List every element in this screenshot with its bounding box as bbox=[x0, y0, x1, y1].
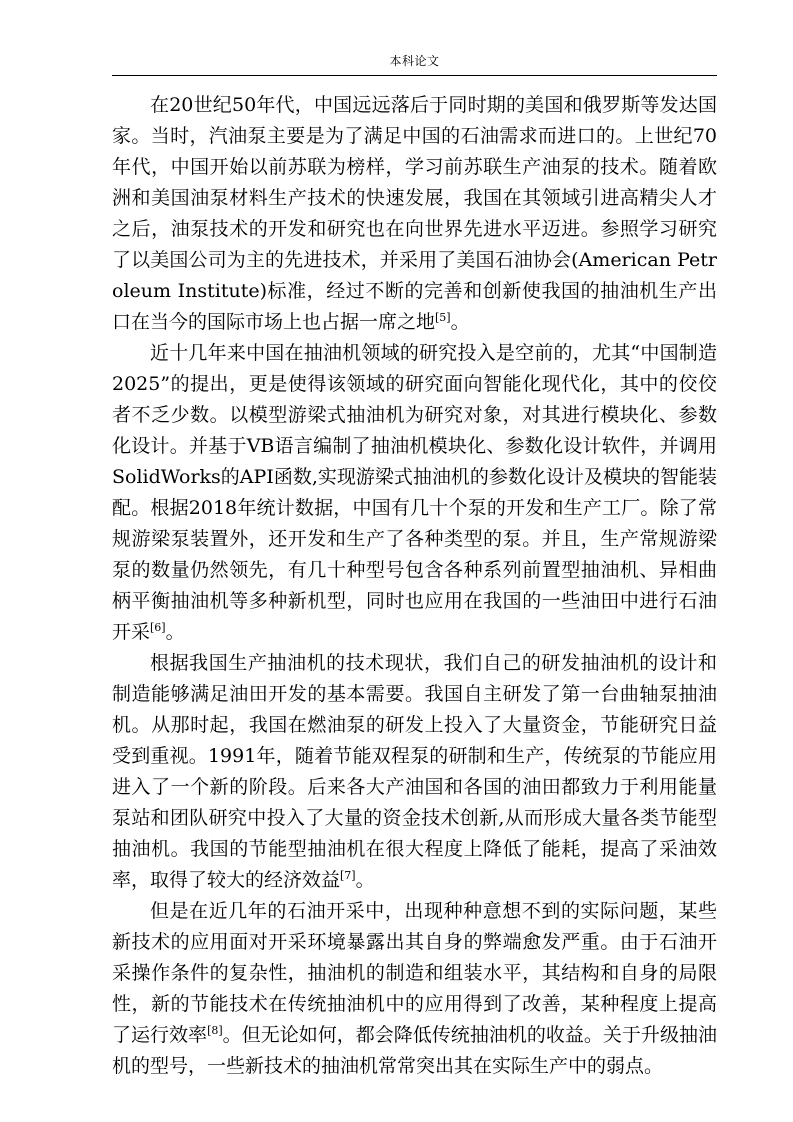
paragraph-1 bbox=[112, 90, 717, 338]
paragraph-2 bbox=[112, 338, 717, 648]
citation-7: [7] bbox=[340, 869, 356, 882]
citation-5: [5] bbox=[435, 311, 451, 324]
paragraph-3 bbox=[112, 648, 717, 896]
paragraph-2-end: 。 bbox=[165, 621, 185, 643]
paragraph-2-text: 近十几年来中国在抽油机领域的研究投入是空前的，尤其“中国制造2025”的提出，更是使得该领域的研究面向智能化现代化，其中的佼佼者不乏少数。以模型游梁式抽油机为研究对象，对其进行模块化、参数化设计。并基于VB语言编制了抽油机模块化、参数化设计软件，并调用SolidWorks的API函数,实现游梁式抽油机的参数化设计及模块的智能装配。根据2018年统计数据，中国有几十个泵的开发和生产工厂。除了常规游梁泵装置外，还开发和生产了各种类型的泵。并且，生产常规游梁泵的数量仍然领先，有几十种型号包含各种系列前置型抽油机、异相曲柄平衡抽油机等多种新机型，同时也应用在我国的一些油田中进行石油开采 bbox=[112, 342, 717, 643]
citation-6: [6] bbox=[150, 621, 166, 634]
paragraph-4-end: 。但无论如何，都会降低传统抽油机的收益。关于升级抽油机的型号，一些新技术的抽油机常常突出其在实际生产中的弱点。 bbox=[112, 1024, 717, 1077]
paragraph-3-end: 。 bbox=[355, 869, 375, 891]
running-header: 本科论文 bbox=[389, 54, 440, 68]
paragraph-4 bbox=[112, 896, 717, 1082]
paragraph-3-text: 根据我国生产抽油机的技术现状，我们自己的研发抽油机的设计和制造能够满足油田开发的基本需要。我国自主研发了第一台曲轴泵抽油机。从那时起，我国在燃油泵的研发上投入了大量资金，节能研究日益受到重视。1991年，随着节能双程泵的研制和生产，传统泵的节能应用进入了一个新的阶段。后来各大产油国和各国的油田都致力于利用能量泵站和团队研究中投入了大量的资金技术创新,从而形成大量各类节能型抽油机。我国的节能型抽油机在很大程度上降低了能耗，提高了采油效率，取得了较大的经济效益 bbox=[112, 652, 717, 891]
paragraph-1-end: 。 bbox=[450, 311, 470, 333]
header-rule bbox=[112, 75, 717, 76]
paragraph-4-text: 但是在近几年的石油开采中，出现种种意想不到的实际问题，某些新技术的应用面对开采环境暴露出其自身的弊端愈发严重。由于石油开采操作条件的复杂性，抽油机的制造和组装水平，其结构和自身的局限性，新的节能技术在传统抽油机中的应用得到了改善，某种程度上提高了运行效率 bbox=[112, 900, 717, 1046]
citation-8: [8] bbox=[207, 1024, 223, 1037]
paragraph-1-text: 在20世纪50年代，中国远远落后于同时期的美国和俄罗斯等发达国家。当时，汽油泵主要是为了满足中国的石油需求而进口的。上世纪70年代，中国开始以前苏联为榜样，学习前苏联生产油泵的技术。随着欧洲和美国油泵材料生产技术的快速发展，我国在其领域引进高精尖人才之后，油泵技术的开发和研究也在向世界先进水平迈进。参照学习研究了以美国公司为主的先进技术，并采用了美国石油协会(American Petroleum Institute)标准，经过不断的完善和创新使我国的抽油机生产出口在当今的国际市场上也占据一席之地 bbox=[112, 94, 717, 333]
body-text bbox=[112, 90, 717, 1082]
